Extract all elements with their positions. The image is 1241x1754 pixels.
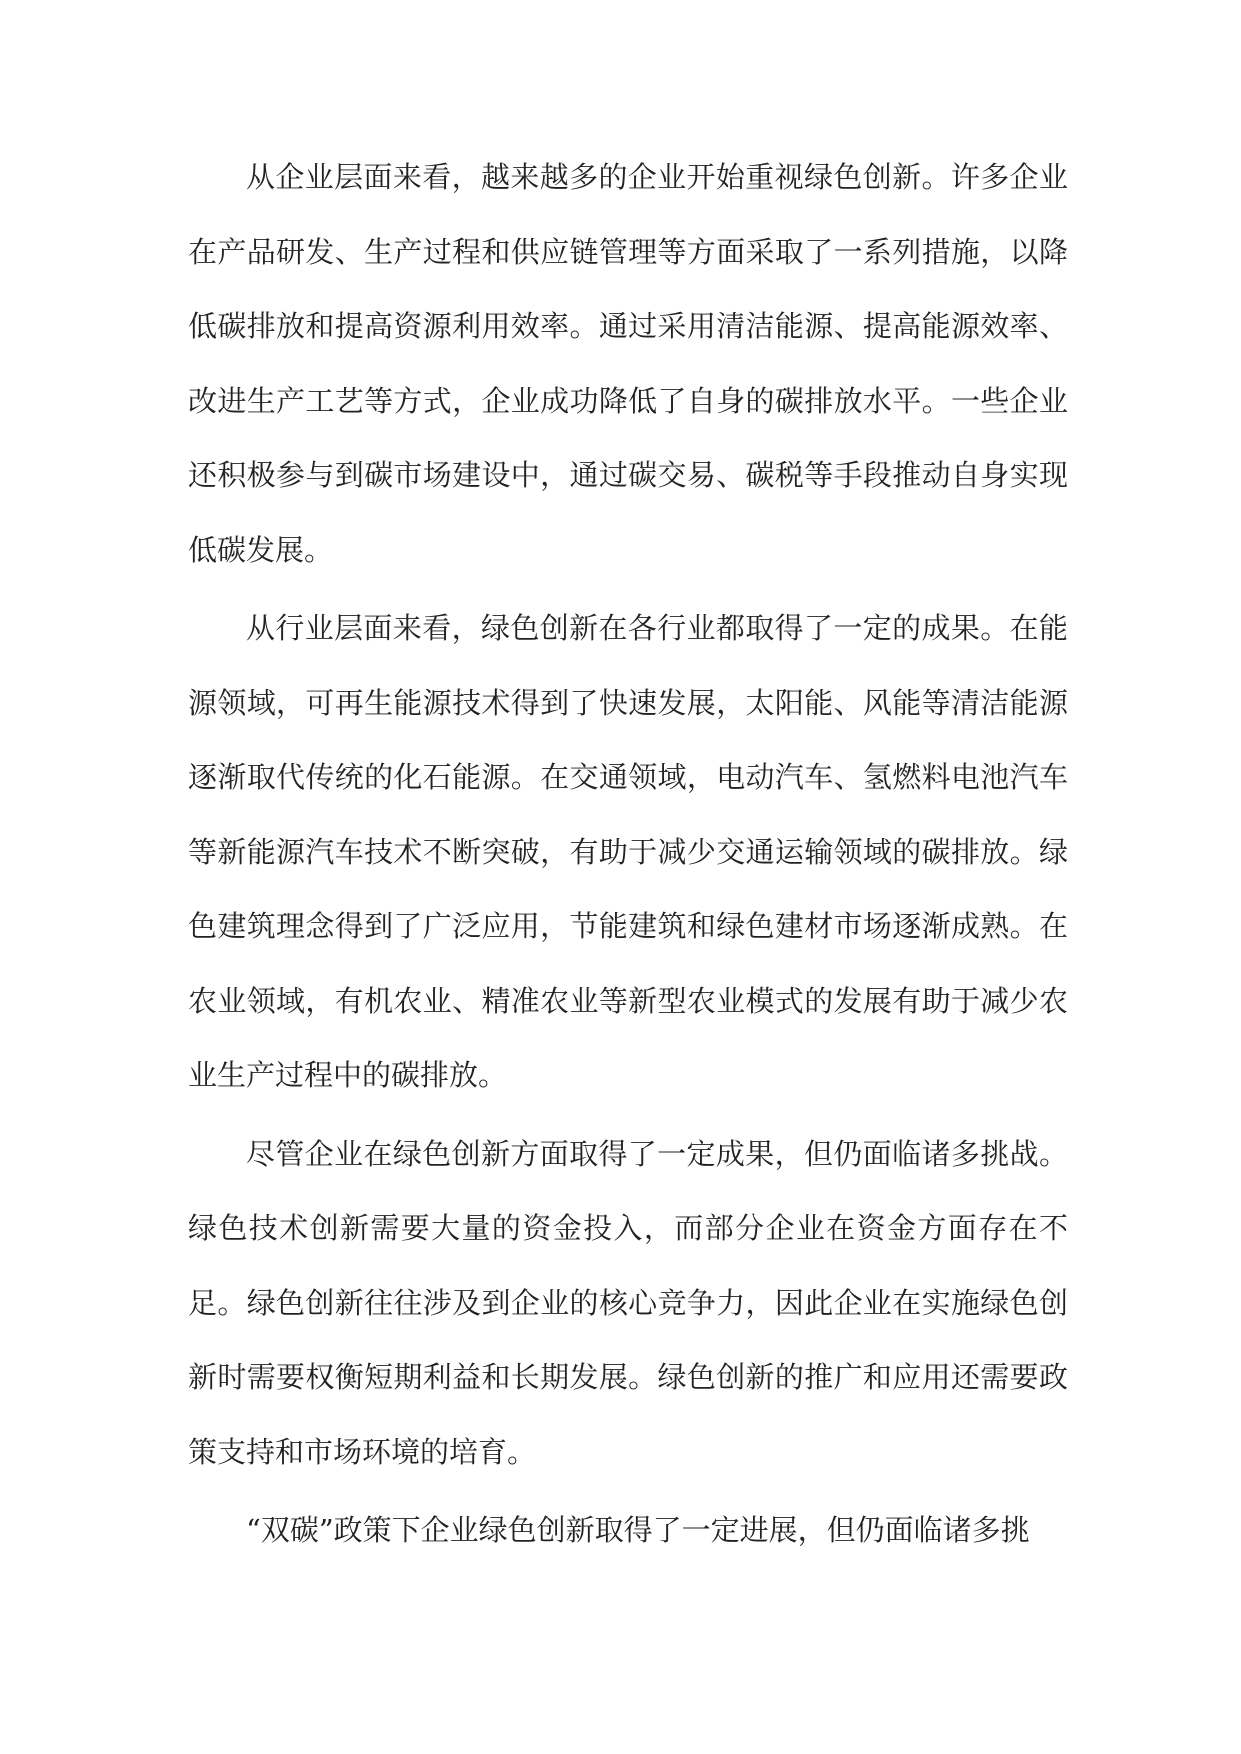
paragraph-enterprise-level: 从企业层面来看，越来越多的企业开始重视绿色创新。许多企业在产品研发、生产过程和供应链管理等方面采取了一系列措施，以降低碳排放和提高资源利用效率。通过采用清洁能源、提高能源效率、改进生产工艺等方式，企业成功降低了自身的碳排放水平。一些企业还积极参与到碳市场建设中，通过碳交易、碳税等手段推动自身实现低碳发展。 xyxy=(188,160,1068,567)
paragraph-industry-level: 从行业层面来看，绿色创新在各行业都取得了一定的成果。在能源领域，可再生能源技术得到了快速发展，太阳能、风能等清洁能源逐渐取代传统的化石能源。在交通领域，电动汽车、氢燃料电池汽车等新能源汽车技术不断突破，有助于减少交通运输领域的碳排放。绿色建筑理念得到了广泛应用，节能建筑和绿色建材市场逐渐成熟。在农业领域，有机农业、精准农业等新型农业模式的发展有助于减少农业生产过程中的碳排放。 xyxy=(188,611,1068,1092)
document-body xyxy=(188,140,1068,1572)
paragraph-dual-carbon-summary: “双碳”政策下企业绿色创新取得了一定进展，但仍面临诸多挑 xyxy=(246,1513,1030,1547)
paragraph-challenges: 尽管企业在绿色创新方面取得了一定成果，但仍面临诸多挑战。绿色技术创新需要大量的资金投入，而部分企业在资金方面存在不足。绿色创新往往涉及到企业的核心竞争力，因此企业在实施绿色创新时需要权衡短期利益和长期发展。绿色创新的推广和应用还需要政策支持和市场环境的培育。 xyxy=(188,1136,1068,1469)
